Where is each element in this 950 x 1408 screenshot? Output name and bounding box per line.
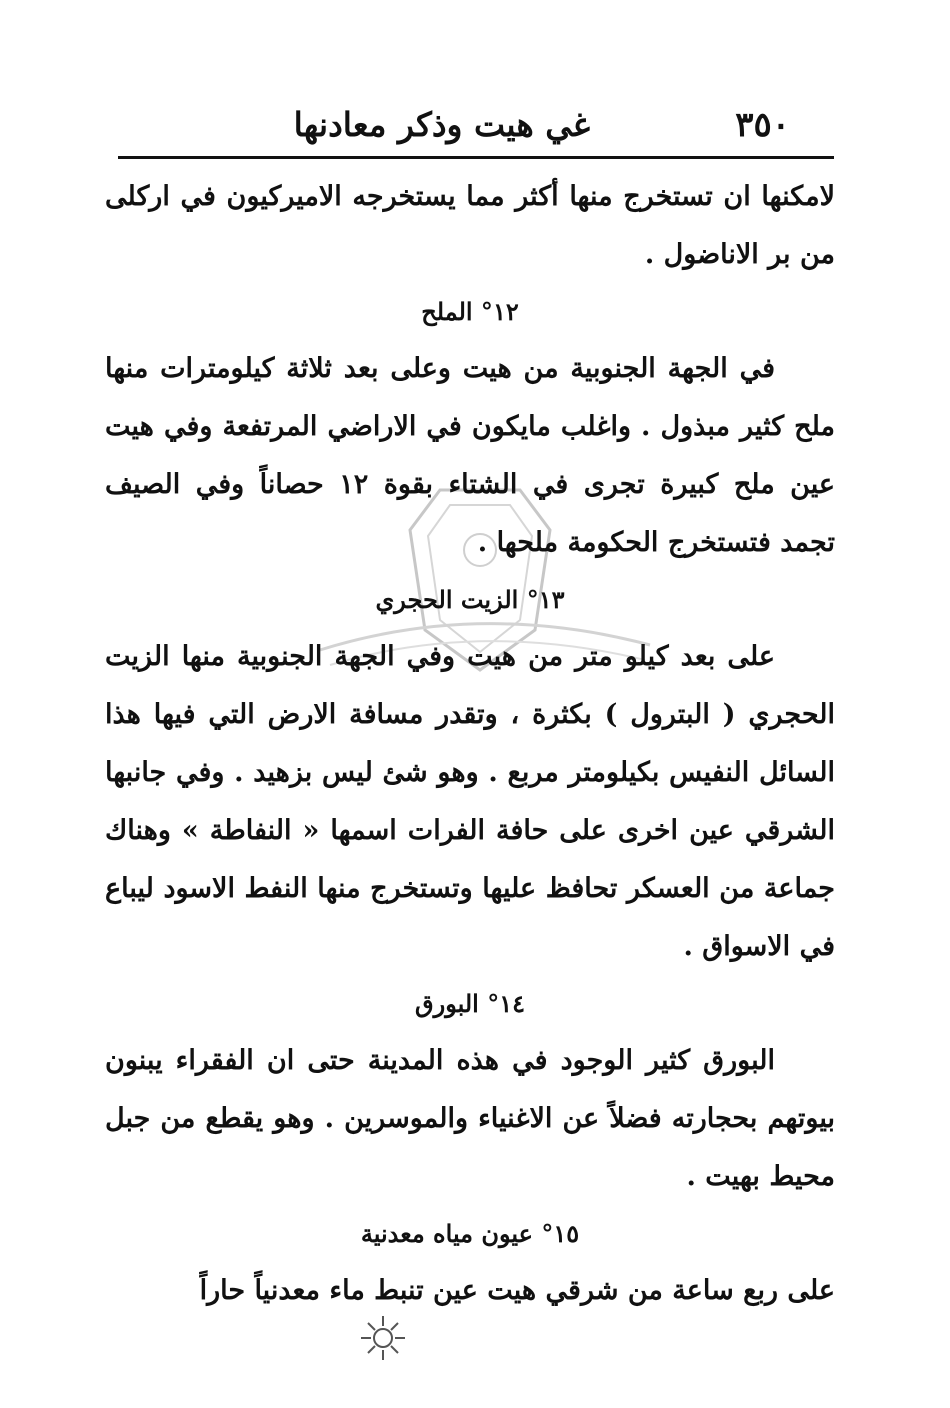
paragraph-mineral-springs: على ربع ساعة من شرقي هيت عين تنبط ماء معدنياً حاراً: [199, 1275, 835, 1306]
paragraph-continued: لامكنها ان تستخرج منها أكثر مما يستخرجه الاميركيون في اركلى من بر الاناضول .: [105, 181, 835, 270]
section-heading-salt: ١٢° الملح: [421, 297, 519, 326]
page-number: ٣٥٠: [735, 105, 790, 145]
running-title: غي هيت وذكر معادنها: [293, 105, 590, 144]
paragraph-borax: البورق كثير الوجود في هذه المدينة حتى ان الفقراء يبنون بيوتهم بحجارته فضلاً عن الاغنياء والموسرين . وهو يقطع من جبل محيط بهيت .: [105, 1045, 835, 1192]
paragraph-petroleum: على بعد كيلو متر من هيت وفي الجهة الجنوبية منها الزيت الحجري ( البترول ) بكثرة ، وتقدر مسافة الارض التي فيها هذا السائل النفيس بكيلومتر مربع . وهو شئ ليس بزهيد . وفي جانبها الشرقي عين اخرى على حافة الفرات اسمها « النفاطة » وهناك جماعة من العسكر تحافظ عليها وتستخرج منها النفط الاسود ليباع في الاسواق .: [105, 641, 835, 962]
paragraph-salt: في الجهة الجنوبية من هيت وعلى بعد ثلاثة كيلومترات منها ملح كثير مبذول . واغلب مايكون في الاراضي المرتفعة وفي هيت عين ملح كبيرة تجرى في الشتاء بقوة ١٢ حصاناً وفي الصيف تجمد فتستخرج الحكومة ملحها .: [105, 353, 835, 558]
section-heading-borax: ١٤° البورق: [415, 989, 525, 1018]
page-header: [110, 100, 840, 150]
section-heading-mineral-springs: ١٥° عيون مياه معدنية: [360, 1219, 580, 1248]
page-body: [105, 168, 835, 1320]
header-rule: [118, 156, 834, 159]
section-heading-petroleum: ١٣° الزيت الحجري: [375, 585, 565, 614]
ornament-icon: [355, 1310, 411, 1366]
